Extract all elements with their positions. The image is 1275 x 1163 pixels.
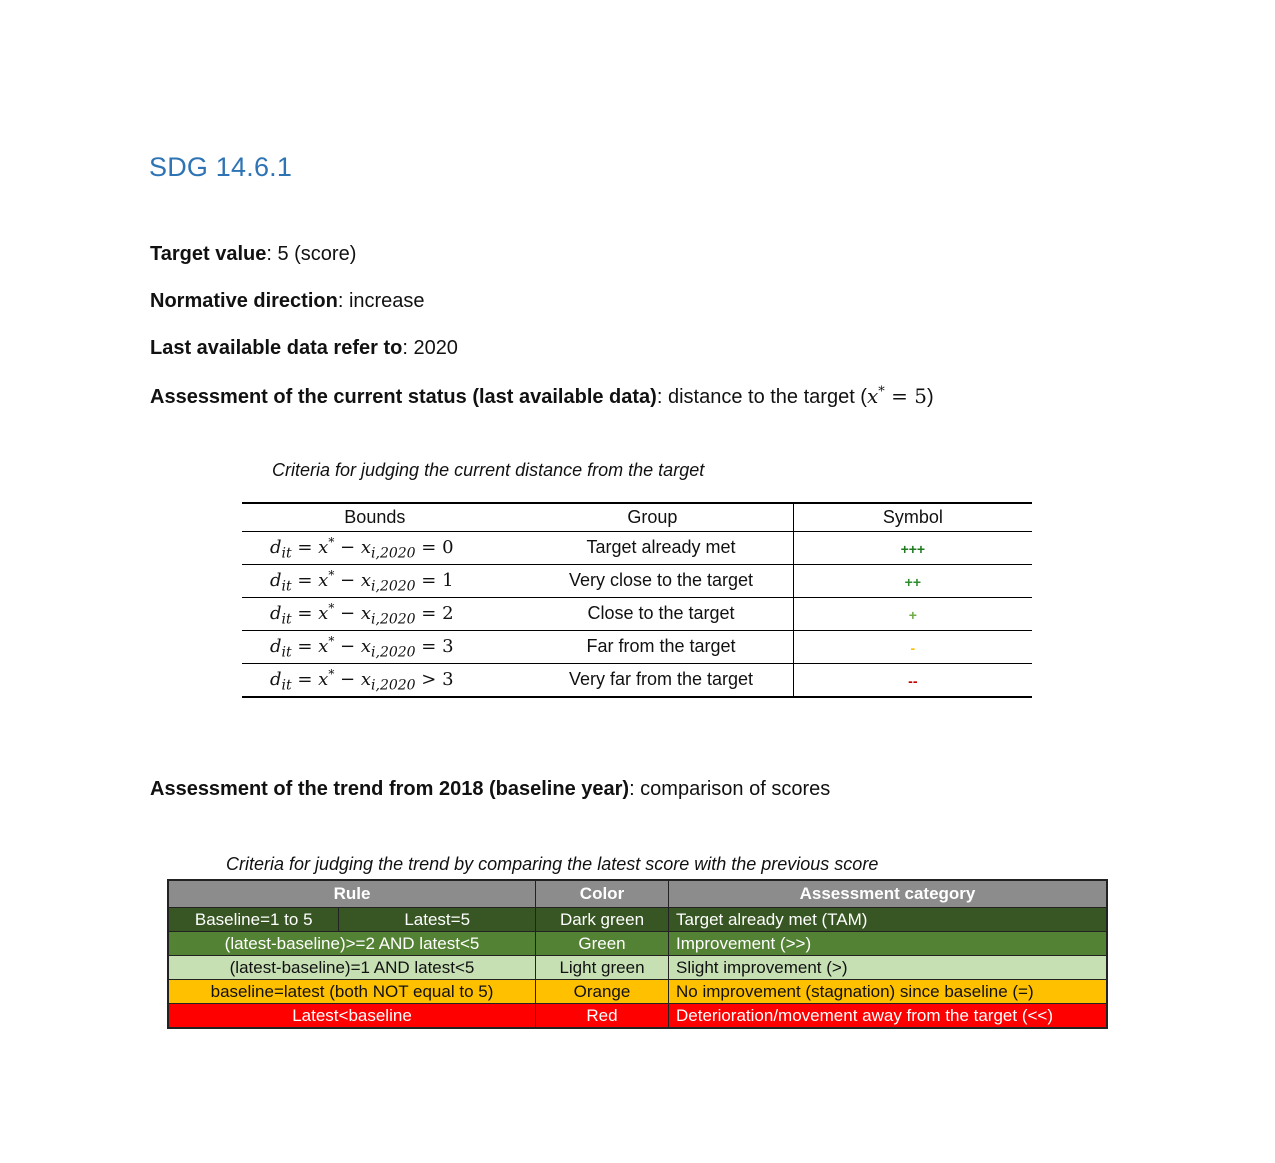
category-cell: Target already met (TAM) — [669, 908, 1108, 932]
bound-cell: $d_{it} = x^* - x_{i,2020} = 0$ Target already met — [242, 532, 793, 565]
table2-row — [168, 980, 1107, 1004]
bound-cell: $d_{it} = x^* - x_{i,2020} = 1$ Very close to the target — [242, 565, 793, 598]
table2-caption: Criteria for judging the trend by comparing the latest score with the previous score — [226, 854, 879, 874]
table1-caption: Criteria for judging the current distance from the target — [272, 460, 705, 480]
current-status-line — [150, 384, 934, 409]
category-cell: Slight improvement (>) — [669, 956, 1108, 980]
normative-direction-text: : increase — [337, 290, 425, 312]
table1-row — [242, 532, 1032, 565]
last-data-line — [150, 337, 458, 360]
page-title: SDG 14.6.1 — [149, 152, 293, 182]
symbol-cell — [793, 532, 1032, 565]
symbol-cell — [793, 565, 1032, 598]
symbol-cell — [793, 631, 1032, 664]
trend-criteria-table — [167, 879, 1108, 1029]
table2-row — [168, 908, 1107, 932]
last-data-label: Last available data refer to — [150, 337, 403, 359]
rule-cell: (latest-baseline)>=2 AND latest<5 — [168, 932, 536, 956]
color-cell: Green — [536, 932, 669, 956]
symbol-mark: +++ — [900, 540, 926, 557]
table2-header-color: Color — [536, 880, 669, 908]
group-cell: Close to the target — [587, 602, 735, 623]
target-formula-close: ) — [926, 386, 934, 408]
rule-cell: Latest<baseline — [168, 1004, 536, 1029]
rule-cell: Latest=5 — [339, 908, 536, 932]
table2-header-row — [168, 880, 1107, 908]
target-formula-var: x — [866, 384, 879, 408]
bound-cell: $d_{it} = x^* - x_{i,2020} = 2$ Close to the target — [242, 598, 793, 631]
target-value-label: Target value — [150, 243, 267, 265]
last-data-text: : 2020 — [402, 337, 458, 359]
color-cell: Orange — [536, 980, 669, 1004]
table2-header-category: Assessment category — [669, 880, 1108, 908]
color-cell: Light green — [536, 956, 669, 980]
bound-cell: $d_{it} = x^* - x_{i,2020} = 3$ Far from the target — [242, 631, 793, 664]
table2-row — [168, 956, 1107, 980]
color-cell: Red — [536, 1004, 669, 1029]
group-cell: Far from the target — [586, 635, 736, 656]
target-value-line — [150, 243, 356, 266]
target-formula-eq: = 5 — [884, 384, 927, 408]
target-value-text: : 5 (score) — [266, 243, 357, 265]
bound-cell: $d_{it} = x^* - x_{i,2020} > 3$ Very far from the target — [242, 664, 793, 698]
rule-cell: Baseline=1 to 5 — [168, 908, 339, 932]
color-cell: Dark green — [536, 908, 669, 932]
table1-row — [242, 664, 1032, 698]
symbol-mark: -- — [908, 672, 918, 689]
table1-header-row — [242, 503, 1032, 532]
table1-header-group: Group — [627, 507, 678, 527]
table1-row — [242, 565, 1032, 598]
normative-direction-label: Normative direction — [150, 290, 338, 312]
target-formula-star: * — [878, 384, 885, 400]
symbol-mark: ++ — [904, 573, 922, 590]
group-cell: Very far from the target — [568, 668, 754, 689]
table2-row — [168, 932, 1107, 956]
symbol-mark: + — [908, 606, 917, 623]
category-cell: No improvement (stagnation) since baseline (=) — [669, 980, 1108, 1004]
group-cell: Target already met — [586, 536, 736, 557]
table1-header-symbol: Symbol — [793, 503, 1032, 532]
table2-row — [168, 1004, 1107, 1029]
trend-text: : comparison of scores — [629, 778, 831, 800]
category-cell: Improvement (>>) — [669, 932, 1108, 956]
table1-header-bounds: Bounds Group — [242, 503, 793, 532]
group-cell: Very close to the target — [568, 569, 754, 590]
symbol-cell — [793, 664, 1032, 698]
table1-row — [242, 598, 1032, 631]
trend-label: Assessment of the trend from 2018 (baseline year) — [150, 778, 630, 800]
category-cell: Deterioration/movement away from the target (<<) — [669, 1004, 1108, 1029]
symbol-mark: - — [910, 639, 916, 656]
normative-direction-line — [150, 290, 425, 313]
current-status-text: : distance to the target ( — [656, 386, 867, 408]
rule-cell: (latest-baseline)=1 AND latest<5 — [168, 956, 536, 980]
rule-cell: baseline=latest (both NOT equal to 5) — [168, 980, 536, 1004]
distance-criteria-table — [242, 502, 1032, 698]
trend-line — [150, 778, 830, 801]
symbol-cell — [793, 598, 1032, 631]
table2-header-rule: Rule — [168, 880, 536, 908]
table1-row — [242, 631, 1032, 664]
current-status-label: Assessment of the current status (last available data) — [150, 386, 657, 408]
